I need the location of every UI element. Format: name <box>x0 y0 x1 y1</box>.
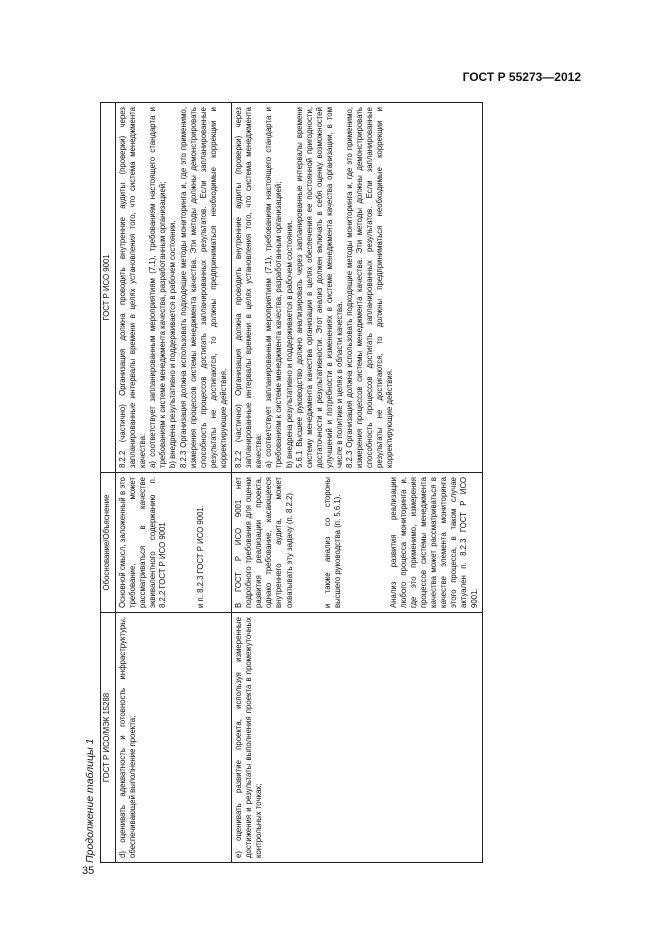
header-gost-15288: ГОСТ Р ИСО/МЭК 15288 <box>101 613 116 863</box>
row1-9001-p3: b) внедрена результативно и поддерживается в рабочем состоянии. <box>168 220 178 468</box>
row1-gost-9001-cell <box>116 103 232 473</box>
row2-rationale-p1: В ГОСТ Р ИСО 9001 нет подробного требования для оценки развития реализации проекта, однако требование, касающееся внутреннего аудита, может охватывать эту задачу (п. 8.2.2) <box>234 477 294 608</box>
row2-requirement-text: е) оценивать развитие проекта, используя измеренные достижения и результаты выполнения проекта в промежуточных контрольных точках; <box>234 617 264 858</box>
row1-9001-p1: 8.2.2 (частично) Организация должна проводить внутренние аудиты (проверки) через запланированные интервалы времени в целях установления того, что система менеджмента качества: <box>118 107 148 468</box>
table-row <box>232 103 483 863</box>
row2-9001-p5: 8.2.3 Организация должна использовать подходящие методы мониторинга и, где это применимо, измерения процессов системы менеджмента качества. Эти методы должны демонстрировать способность процессов достигать запланированных результатов. Если запланированные результаты не достигаются, то должны предприниматься необходимые коррекции и корректирующие действия. <box>345 107 395 468</box>
row1-9001-p2: а) соответствует запланированным мероприятиям (7.1), требованиям настоящего стандарта и требованиям к системе менеджмента качества, разработанным организацией; <box>148 107 168 468</box>
row1-rationale-p2: и п. 8.2.3 ГОСТ Р ИСО 9001. <box>196 505 206 608</box>
row2-9001-p3: b) внедрена результативно и поддерживается в рабочем состоянии. <box>284 220 294 468</box>
row2-rationale-cell <box>232 473 483 613</box>
table-continuation-label: Продолжение таблицы 1 <box>84 738 96 863</box>
row1-9001-p4: 8.2.3 Организация должна использовать подходящие методы мониторинга и, где это применимо, измерения процессов системы менеджмента качества. Эти методы должны демонстрировать способность процессов достигать запланированных результатов. Если запланированные результаты не достигаются, то должны предприниматься необходимые коррекции и корректирующие действия. <box>178 107 228 468</box>
row1-rationale-cell <box>116 473 232 613</box>
header-rationale: Обоснование/Объяснение <box>101 473 116 613</box>
row1-rationale-p1: Основной смысл, заложенный в это требование, может рассматриваться в качестве эквивалентного содержанию п. 8.2.2 ГОСТ Р ИСО 9001 <box>118 477 168 608</box>
comparison-table <box>100 102 483 863</box>
document-title: ГОСТ Р 55273—2012 <box>462 70 581 84</box>
header-gost-9001: ГОСТ Р ИСО 9001 <box>101 103 116 473</box>
row1-requirement-text: d) оценивать адекватность и готовность инфраструктуры, обеспечивающей выполнение проекта; <box>118 617 138 858</box>
row2-9001-p4: 5.6.1 Высшее руководство должно анализировать через запланированные интервалы времени систему менеджмента качества организации в целях обеспечения ее постоянной пригодности, достаточности и результативности. Этот анализ должен включать в себя оценку возможностей улучшений и потребности в изменениях в системе менеджмента качества организации, в том числе в политике и целях в области качества. <box>294 107 344 468</box>
page-number: 35 <box>82 865 95 877</box>
row2-rationale-p2: и также анализ со стороны высшего руководства (п. 5.6.1). <box>322 477 342 608</box>
row2-9001-p1: 8.2.2 (частично) Организация должна проводить внутренние аудиты (проверки) через запланированные интервалы времени в целях установления того, что система менеджмента качества: <box>234 107 264 468</box>
row2-9001-p2: а) соответствует запланированным мероприятиям (7.1), требованиям настоящего стандарта и требованиям к системе менеджмента качества, разработанным организацией; <box>264 107 284 468</box>
row2-gost-15288-cell <box>232 613 483 863</box>
table-header-row <box>101 103 116 863</box>
table-row <box>116 103 232 863</box>
row1-gost-15288-cell <box>116 613 232 863</box>
rotated-table-block <box>80 103 580 863</box>
row2-gost-9001-cell <box>232 103 483 473</box>
row2-rationale-p3: Анализ развития реализации любого процесса мониторинга и, где это применимо, измерения процессов системы менеджмента качества может рассматриваться в качестве элемента мониторинга этого процесса, в таком случае актуален п. 8.2.3 ГОСТ Р ИСО 9001. <box>388 477 479 608</box>
